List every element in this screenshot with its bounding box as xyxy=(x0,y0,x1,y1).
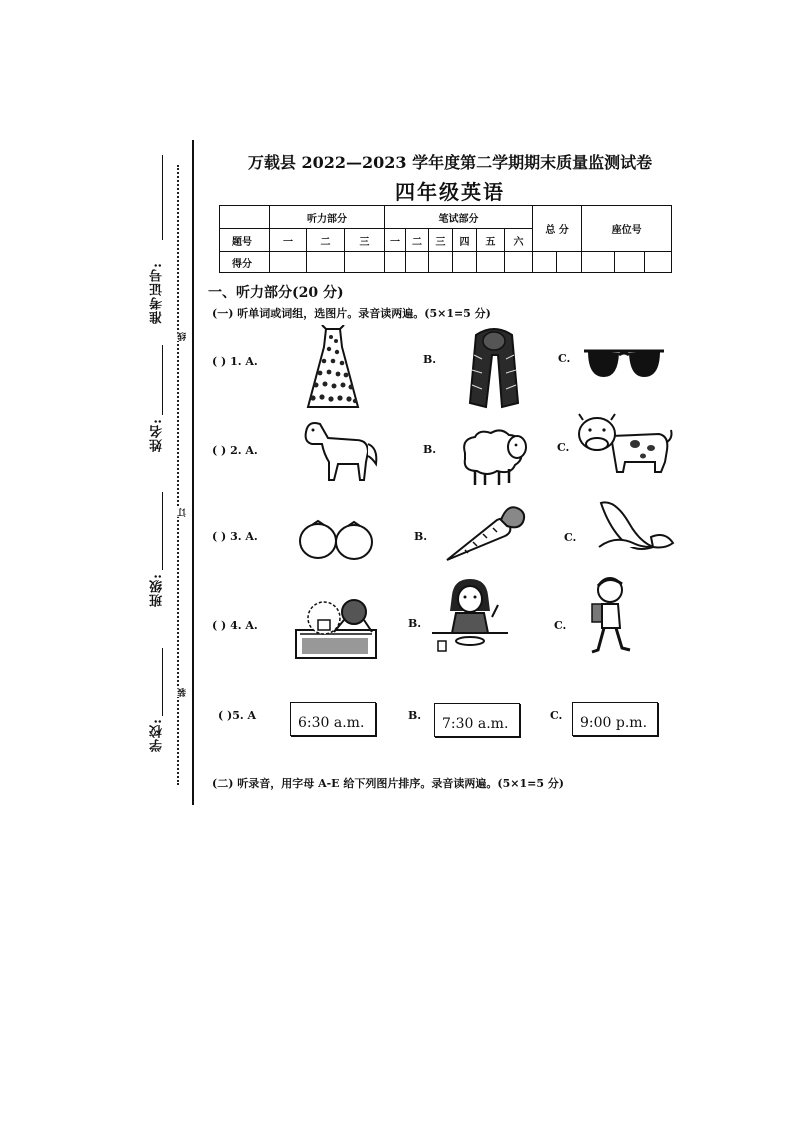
total-score-cell[interactable] xyxy=(557,252,582,273)
question-4-option-c[interactable]: C. xyxy=(554,619,567,632)
cow-icon[interactable] xyxy=(575,410,675,476)
tomatoes-icon[interactable] xyxy=(298,515,378,563)
written-item-2: 二 xyxy=(406,229,429,252)
score-cell[interactable] xyxy=(429,252,453,273)
question-2-prefix[interactable]: ( ) 2. A. xyxy=(212,444,258,457)
question-3-option-b[interactable]: B. xyxy=(414,530,428,543)
score-cell[interactable] xyxy=(477,252,505,273)
part1-sub1-instruction: (一) 听单词或词组，选图片。录音读两遍。(5×1=5 分) xyxy=(212,307,491,320)
score-cell[interactable] xyxy=(406,252,429,273)
listening-section-header: 听力部分 xyxy=(270,206,385,229)
exam-id-blank[interactable] xyxy=(162,155,163,240)
question-3-option-c[interactable]: C. xyxy=(564,531,577,544)
question-5-option-c[interactable]: C. xyxy=(550,709,563,722)
question-1-option-c[interactable]: C. xyxy=(558,352,571,365)
written-item-6: 六 xyxy=(505,229,533,252)
class-blank[interactable] xyxy=(162,492,163,570)
total-score-header: 总 分 xyxy=(533,206,582,252)
girl-eating-icon[interactable] xyxy=(432,577,508,659)
boy-in-bed-icon[interactable] xyxy=(294,590,378,662)
sunglasses-icon[interactable] xyxy=(582,343,666,383)
score-cell[interactable] xyxy=(505,252,533,273)
written-item-3: 三 xyxy=(429,229,453,252)
boy-walking-to-school-icon[interactable] xyxy=(588,576,634,658)
scarf-icon[interactable] xyxy=(462,325,527,410)
total-score-cell[interactable] xyxy=(533,252,557,273)
score-cell[interactable] xyxy=(307,252,345,273)
question-5-prefix[interactable]: ( )5. A xyxy=(218,709,257,722)
seat-number-cell[interactable] xyxy=(615,252,645,273)
question-1-option-b[interactable]: B. xyxy=(423,353,437,366)
question-4-option-b[interactable]: B. xyxy=(408,617,422,630)
margin-border-line xyxy=(192,140,194,805)
dress-icon[interactable] xyxy=(298,325,368,410)
cut-mark-line: 线 xyxy=(178,332,188,341)
table-corner-cell xyxy=(220,206,270,229)
part1-heading: 一、听力部分(20 分) xyxy=(208,285,344,301)
question-2-option-c[interactable]: C. xyxy=(557,441,570,454)
cut-mark-bind: 订 xyxy=(178,508,188,517)
score-row-label: 得分 xyxy=(220,252,270,273)
seat-number-cell[interactable] xyxy=(582,252,615,273)
name-label: 姓名: xyxy=(150,418,165,452)
time-option-c[interactable]: 9:00 p.m. xyxy=(572,702,658,736)
question-4-prefix[interactable]: ( ) 4. A. xyxy=(212,619,258,632)
question-3-prefix[interactable]: ( ) 3. A. xyxy=(212,530,258,543)
time-option-b[interactable]: 7:30 a.m. xyxy=(434,703,520,737)
item-number-label: 题号 xyxy=(220,229,270,252)
listening-item-3: 三 xyxy=(345,229,385,252)
cut-mark-pack: 装 xyxy=(178,688,188,697)
score-cell[interactable] xyxy=(270,252,307,273)
seat-number-header: 座位号 xyxy=(582,206,672,252)
written-item-5: 五 xyxy=(477,229,505,252)
written-item-4: 四 xyxy=(453,229,477,252)
score-cell[interactable] xyxy=(453,252,477,273)
listening-item-1: 一 xyxy=(270,229,307,252)
listening-item-2: 二 xyxy=(307,229,345,252)
sheep-icon[interactable] xyxy=(455,425,533,487)
question-5-option-b[interactable]: B. xyxy=(408,709,422,722)
horse-icon[interactable] xyxy=(298,418,380,484)
score-cell[interactable] xyxy=(385,252,406,273)
question-1-prefix[interactable]: ( ) 1. A. xyxy=(212,355,258,368)
class-label: 班级: xyxy=(150,573,165,607)
carrot-icon[interactable] xyxy=(443,502,529,564)
written-section-header: 笔试部分 xyxy=(385,206,533,229)
written-item-1: 一 xyxy=(385,229,406,252)
exam-title: 万载县 2022—2023 学年度第二学期期末质量监测试卷 xyxy=(247,153,653,172)
green-beans-icon[interactable] xyxy=(595,497,675,555)
score-table xyxy=(219,205,672,273)
seat-number-cell[interactable] xyxy=(645,252,672,273)
score-cell[interactable] xyxy=(345,252,385,273)
exam-id-label: 准考证号: xyxy=(150,262,165,324)
exam-subtitle: 四年级英语 xyxy=(395,180,505,204)
name-blank[interactable] xyxy=(162,345,163,415)
part1-sub2-instruction: (二) 听录音，用字母 A-E 给下列图片排序。录音读两遍。(5×1=5 分) xyxy=(212,777,565,790)
question-2-option-b[interactable]: B. xyxy=(423,443,437,456)
school-label: 学校: xyxy=(150,718,165,752)
school-blank[interactable] xyxy=(162,648,163,716)
time-option-a[interactable]: 6:30 a.m. xyxy=(290,702,376,736)
